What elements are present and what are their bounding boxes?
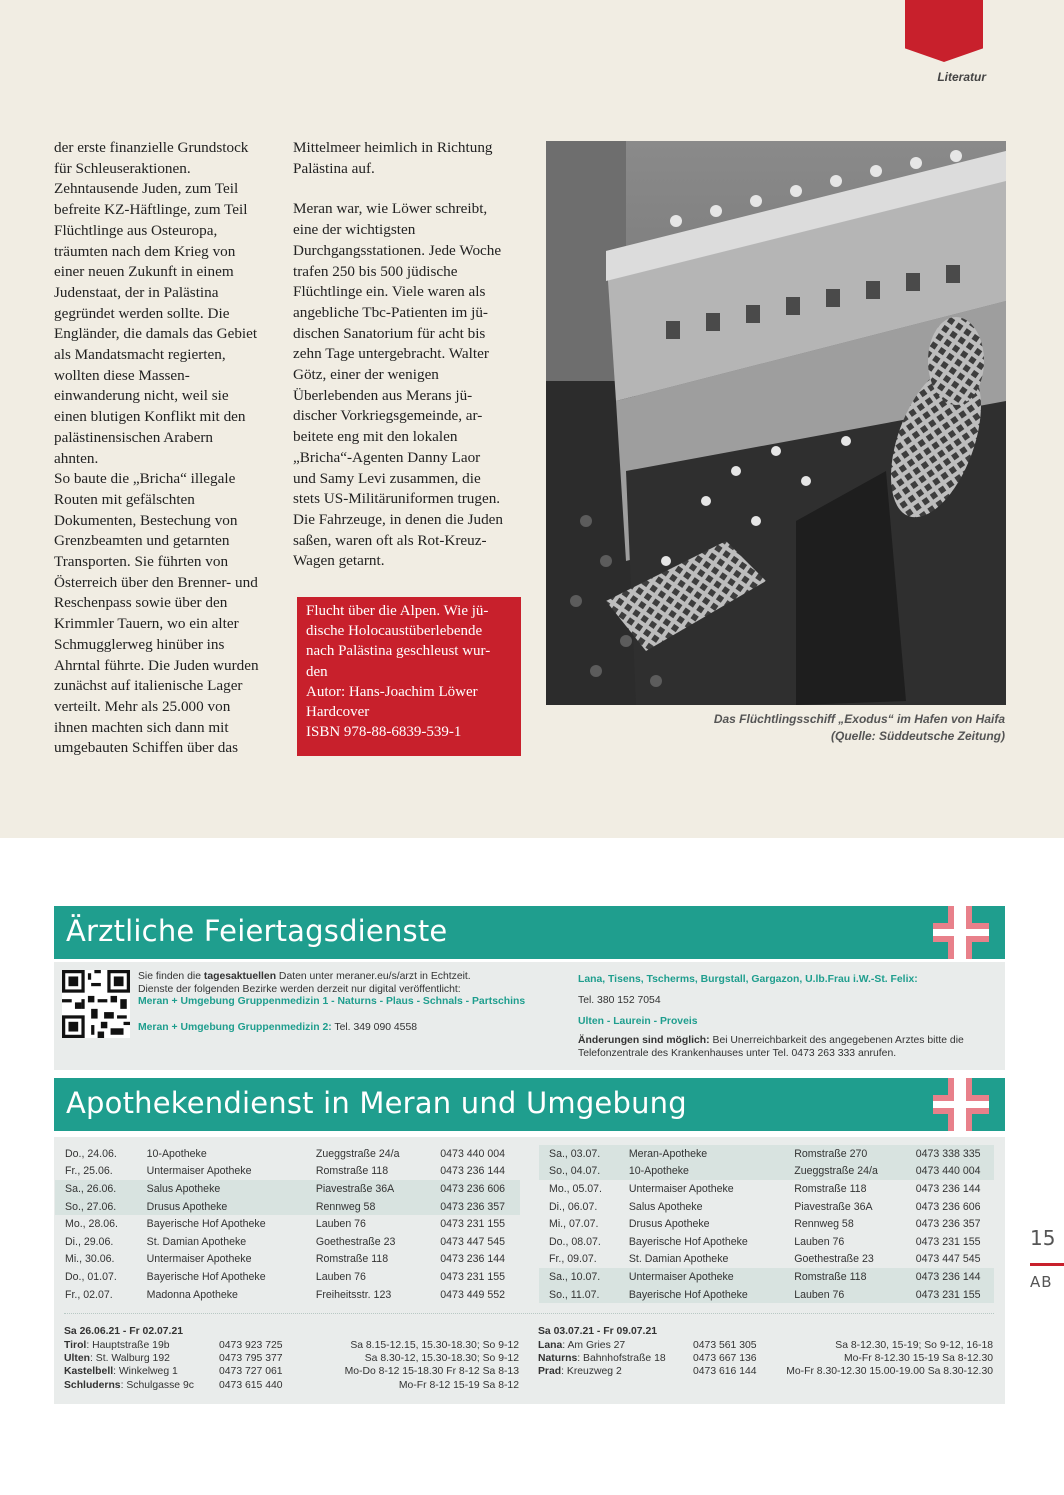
digital-districts-link[interactable]: Meran + Umgebung Gruppenmedizin 1 - Naturns - Plaus - Schnals - Partschins bbox=[138, 996, 526, 1007]
pharmacy-date: Di., 06.07. bbox=[549, 1200, 598, 1213]
article-column-1 bbox=[54, 138, 282, 759]
weekly-tel: 0473 616 144 bbox=[693, 1366, 757, 1378]
text-line: Krimmler Tauern, wo ein alter bbox=[54, 615, 239, 633]
text-line: Meran war, wie Löwer schreibt, bbox=[293, 200, 488, 218]
group2-line: Meran + Umgebung Gruppenmedizin 2: Tel. 349 090 4558 bbox=[138, 1022, 418, 1033]
doctors-title: Ärztliche Feiertagsdienste bbox=[66, 914, 448, 948]
text-line: Autor: Hans-Joachim Löwer bbox=[306, 683, 478, 700]
text-line: Mittelmeer heimlich in Richtung bbox=[293, 139, 493, 156]
pharmacy-row bbox=[539, 1215, 994, 1233]
pharmacy-addr: Piavestraße 36A bbox=[794, 1200, 873, 1213]
text-line: Götz, einer der wenigen bbox=[293, 366, 439, 384]
publication-mark: AB bbox=[1030, 1273, 1053, 1291]
pharmacy-tel: 0473 338 335 bbox=[906, 1145, 994, 1163]
pharmacy-name: Untermaiser Apotheke bbox=[146, 1253, 252, 1266]
text-line: Schmugglerweg hinüber ins bbox=[54, 635, 225, 653]
pharmacy-addr: Romstraße 118 bbox=[315, 1253, 389, 1266]
pharmacy-tel: 0473 440 004 bbox=[440, 1147, 506, 1160]
text-line: Judenstaat, der in Palästina bbox=[54, 283, 219, 301]
weekly-location: Naturns: Bahnhofstraße 18 bbox=[538, 1352, 666, 1364]
doctors-panel bbox=[54, 962, 1005, 1070]
pharmacy-addr: Rennweg 58 bbox=[306, 1198, 430, 1216]
doctors-header bbox=[54, 906, 1005, 959]
page-number-rule bbox=[1030, 1263, 1064, 1266]
qr-code-icon[interactable] bbox=[62, 970, 130, 1038]
weekly-tel: 0473 795 377 bbox=[219, 1352, 283, 1364]
text-line: saßen, waren oft als Rot-Kreuz- bbox=[293, 531, 487, 549]
pharmacy-row bbox=[539, 1251, 994, 1269]
text-line: einwanderung nicht, weil sie bbox=[54, 387, 229, 405]
pharmacy-addr: Lauben 76 bbox=[315, 1218, 366, 1231]
weekly-hours: Mo-Fr 8-12.30 15-19 Sa 8-12.30 bbox=[843, 1352, 993, 1364]
text-line: und Samy Levi zusammen, die bbox=[293, 469, 481, 487]
pharmacy-tel: 0473 231 155 bbox=[440, 1270, 506, 1283]
pharmacy-addr: Lauben 76 bbox=[315, 1270, 366, 1283]
pharmacy-row bbox=[55, 1233, 520, 1251]
pharmacy-row bbox=[55, 1145, 520, 1163]
weekly-row bbox=[64, 1338, 519, 1351]
pharmacy-tel: 0473 440 004 bbox=[906, 1163, 994, 1181]
text-line: Grenzbeamten und getarnten bbox=[54, 532, 230, 550]
text-line: Hardcover bbox=[306, 704, 370, 721]
text-line: „Bricha“-Agenten Danny Laor bbox=[293, 448, 481, 466]
text-line: Flüchtlinge ein. Viele waren als bbox=[293, 283, 486, 301]
text-line: Wagen getarnt. bbox=[293, 552, 385, 570]
pharmacy-row bbox=[539, 1286, 994, 1304]
article-column-2 bbox=[293, 138, 523, 572]
text-line: dische Holocaustüberlebende bbox=[306, 623, 483, 640]
divider bbox=[64, 1313, 994, 1314]
pharmacy-tel: 0473 447 545 bbox=[440, 1235, 506, 1248]
book-info-box bbox=[297, 597, 521, 756]
text-line: Dokumenten, Bestechung von bbox=[54, 511, 238, 529]
pharmacy-name: Untermaiser Apotheke bbox=[619, 1268, 784, 1286]
pharmacy-weekly-right bbox=[538, 1325, 993, 1379]
weekly-tel: 0473 561 305 bbox=[693, 1339, 757, 1351]
weekly-location: Kastelbell: Winkelweg 1 bbox=[64, 1366, 178, 1378]
pharmacy-tel: 0473 236 606 bbox=[915, 1200, 981, 1213]
text-line: Flucht über die Alpen. Wie jü- bbox=[306, 603, 489, 619]
pharmacy-name: Drusus Apotheke bbox=[137, 1198, 306, 1216]
text-line: den bbox=[306, 663, 328, 680]
pharmacy-date: Do., 24.06. bbox=[65, 1147, 117, 1160]
text-line: ahnten. bbox=[54, 449, 99, 467]
text-line: verteilt. Mehr als 25.000 von bbox=[54, 697, 231, 715]
pharmacy-date: Sa., 10.07. bbox=[539, 1268, 619, 1286]
pharmacy-date: Mo., 28.06. bbox=[65, 1218, 118, 1231]
pharmacy-name: Bayerische Hof Apotheke bbox=[146, 1270, 266, 1283]
pharmacy-table-left bbox=[55, 1145, 520, 1303]
pharmacy-date: Do., 08.07. bbox=[549, 1235, 601, 1248]
weekly-row bbox=[64, 1352, 519, 1365]
pharmacy-row bbox=[55, 1268, 520, 1286]
text-line: nach Palästina geschleust wur- bbox=[306, 643, 491, 660]
text-line: Routen mit gefälschten bbox=[54, 490, 195, 508]
text-line: Ahrntal führte. Die Juden wurden bbox=[54, 656, 259, 674]
pharmacy-addr: Rennweg 58 bbox=[794, 1218, 854, 1231]
change-note: Änderungen sind möglich: Bei Unerreichbarkeit des angegebenen Arztes bitte die Telefonzentrale des Krankenhauses unter Tel. 0473 263 333 anrufen. bbox=[578, 1035, 964, 1059]
weekly-row bbox=[64, 1365, 519, 1378]
weekly-row bbox=[538, 1352, 993, 1365]
pharmacy-tel: 0473 447 545 bbox=[915, 1253, 981, 1266]
pharmacy-row bbox=[539, 1163, 994, 1181]
pharmacy-row bbox=[55, 1198, 520, 1216]
pharmacy-date: Sa., 26.06. bbox=[55, 1180, 137, 1198]
lana-district: Lana, Tisens, Tscherms, Burgstall, Gargazon, U.lb.Frau i.W.-St. Felix: bbox=[578, 974, 918, 985]
text-line: Palästina auf. bbox=[293, 159, 375, 177]
pharmacy-name: Drusus Apotheke bbox=[628, 1218, 710, 1231]
weekly-hours: Mo-Fr 8-12 15-19 Sa 8-12 bbox=[398, 1379, 519, 1391]
pharmacy-header bbox=[54, 1078, 1005, 1131]
weekly-hours: Sa 8.15-12.15, 15.30-18.30; So 9-12 bbox=[350, 1339, 519, 1351]
pharmacy-date: Fr., 09.07. bbox=[549, 1253, 597, 1266]
weekly-tel: 0473 923 725 bbox=[219, 1339, 283, 1351]
pharmacy-date: So., 27.06. bbox=[55, 1198, 137, 1216]
pharmacy-row bbox=[55, 1180, 520, 1198]
pharmacy-addr: Zueggstraße 24/a bbox=[784, 1163, 905, 1181]
pharmacy-row bbox=[55, 1286, 520, 1304]
photo-caption bbox=[565, 711, 1005, 745]
text-line: zehn Tage untergebracht. Walter bbox=[293, 345, 489, 363]
text-line: umgebauten Schiffen über das bbox=[54, 739, 239, 757]
pharmacy-tel: 0473 231 155 bbox=[906, 1286, 994, 1304]
weekly-row bbox=[64, 1379, 519, 1392]
weekly-hours: Mo-Fr 8.30-12.30 15.00-19.00 Sa 8.30-12.30 bbox=[786, 1366, 993, 1378]
pharmacy-name: Untermaiser Apotheke bbox=[628, 1182, 734, 1195]
pharmacy-table-right bbox=[539, 1145, 994, 1303]
weekly-tel: 0473 667 136 bbox=[693, 1352, 757, 1364]
pharmacy-addr: Romstraße 118 bbox=[784, 1268, 905, 1286]
section-label: Literatur bbox=[937, 70, 986, 84]
pharmacy-tel: 0473 231 155 bbox=[440, 1218, 506, 1231]
pharmacy-name: St. Damian Apotheke bbox=[146, 1235, 247, 1248]
pharmacy-row bbox=[55, 1163, 520, 1181]
pharmacy-weekly-left bbox=[64, 1325, 519, 1392]
exodus-ship-photo bbox=[546, 141, 1006, 705]
weekly-location: Ulten: St. Walburg 192 bbox=[64, 1352, 170, 1364]
pharmacy-date: So., 11.07. bbox=[539, 1286, 619, 1304]
pharmacy-date: Do., 01.07. bbox=[65, 1270, 117, 1283]
pharmacy-addr: Freiheitsstr. 123 bbox=[315, 1288, 392, 1301]
text-line: träumten nach dem Krieg von bbox=[54, 242, 236, 260]
pharmacy-row bbox=[55, 1215, 520, 1233]
text-line: beitete eng mit den lokalen bbox=[293, 428, 458, 446]
weekly-hours: Sa 8.30-12, 15.30-18.30; So 9-12 bbox=[364, 1352, 519, 1364]
pharmacy-row bbox=[539, 1233, 994, 1251]
weekly-row bbox=[538, 1365, 993, 1378]
text-line: Österreich über den Brenner- und bbox=[54, 573, 258, 591]
text-line: Engländer, die damals das Gebiet bbox=[54, 325, 258, 343]
pharmacy-addr: Goethestraße 23 bbox=[315, 1235, 396, 1248]
weekly-location: Tirol: Hauptstraße 19b bbox=[64, 1339, 170, 1351]
pharmacy-date: Fr., 02.07. bbox=[65, 1288, 113, 1301]
pharmacy-addr: Goethestraße 23 bbox=[794, 1253, 874, 1266]
pharmacy-tel: 0473 236 357 bbox=[915, 1218, 981, 1231]
pharmacy-tel: 0473 236 357 bbox=[430, 1198, 520, 1216]
pharmacy-name: Bayerische Hof Apotheke bbox=[146, 1218, 266, 1231]
text-line: Flüchtlinge aus Osteuropa, bbox=[54, 221, 218, 239]
pharmacy-name: 10-Apotheke bbox=[619, 1163, 784, 1181]
pharmacy-row bbox=[55, 1251, 520, 1269]
weekly-heading: Sa 26.06.21 - Fr 02.07.21 bbox=[64, 1326, 184, 1338]
text-line: wollten diese Massen- bbox=[54, 366, 190, 384]
pharmacy-date: Fr., 25.06. bbox=[65, 1165, 113, 1178]
weekly-hours: Mo-Do 8-12 15-18.30 Fr 8-12 Sa 8-13 bbox=[344, 1366, 519, 1378]
pharmacy-date: Mi., 07.07. bbox=[549, 1218, 599, 1231]
pharmacy-date: Mo., 05.07. bbox=[549, 1182, 602, 1195]
pharmacy-name: Madonna Apotheke bbox=[146, 1288, 238, 1301]
text-line: stets US-Militäruniformen trugen. bbox=[293, 490, 501, 508]
weekly-hours: Sa 8-12.30, 15-19; So 9-12, 16-18 bbox=[835, 1339, 993, 1351]
pharmacy-addr: Piavestraße 36A bbox=[306, 1180, 430, 1198]
weekly-tel: 0473 615 440 bbox=[219, 1379, 283, 1391]
pharmacy-row bbox=[539, 1180, 994, 1198]
weekly-row bbox=[538, 1338, 993, 1351]
pharmacy-addr: Romstraße 118 bbox=[315, 1165, 389, 1178]
pharmacy-date: Sa., 03.07. bbox=[539, 1145, 619, 1163]
pharmacy-addr: Romstraße 118 bbox=[794, 1182, 867, 1195]
pharmacy-tel: 0473 236 144 bbox=[915, 1182, 981, 1195]
text-line: Reschenpass sowie über den bbox=[54, 594, 228, 612]
pharmacy-name: Bayerische Hof Apotheke bbox=[619, 1286, 784, 1304]
pharmacy-name: St. Damian Apotheke bbox=[628, 1253, 729, 1266]
pharmacy-addr: Lauben 76 bbox=[784, 1286, 905, 1304]
pharmacy-row bbox=[539, 1198, 994, 1216]
pharmacy-addr: Lauben 76 bbox=[794, 1235, 845, 1248]
page-number: 15 bbox=[1030, 1226, 1056, 1250]
text-line: Durchgangsstationen. Jede Woche bbox=[293, 241, 502, 259]
pharmacy-name: Salus Apotheke bbox=[137, 1180, 306, 1198]
pharmacy-name: Untermaiser Apotheke bbox=[146, 1165, 252, 1178]
doctors-intro: Sie finden die tagesaktuellen Daten unter meraner.eu/s/arzt in Echtzeit. Dienste der folgenden Bezirke werden derzeit nur digital veröffentlicht: Meran + Umgebung Gruppenmedizin 1 - Naturns - Plaus - Schnals - Partschins bbox=[138, 971, 526, 1007]
text-line: So baute die „Bricha“ illegale bbox=[54, 470, 236, 488]
text-line: Zehntausende Juden, zum Teil bbox=[54, 180, 239, 198]
pharmacy-tel: 0473 236 144 bbox=[906, 1268, 994, 1286]
text-line: zunächst auf italienische Lager bbox=[54, 677, 243, 695]
text-line: Die Fahrzeuge, in denen die Juden bbox=[293, 510, 504, 528]
text-line: gegründet werden sollte. Die bbox=[54, 304, 230, 322]
ulten-district: Ulten - Laurein - Proveis bbox=[578, 1016, 698, 1027]
text-line: als Mandatsmacht regierten, bbox=[54, 346, 226, 364]
weekly-tel: 0473 727 061 bbox=[219, 1366, 283, 1378]
text-line: einer neuen Zukunft in einem bbox=[54, 263, 234, 281]
pharmacy-row bbox=[539, 1145, 994, 1163]
text-line: einen blutigen Konflikt mit den bbox=[54, 408, 246, 426]
text-line: Überlebenden aus Merans jü- bbox=[293, 386, 473, 404]
pharmacy-tel: 0473 236 144 bbox=[440, 1165, 506, 1178]
lana-tel: Tel. 380 152 7054 bbox=[578, 995, 661, 1006]
pharmacy-title: Apothekendienst in Meran und Umgebung bbox=[66, 1086, 687, 1120]
text-line: der erste finanzielle Grundstock bbox=[54, 139, 249, 156]
weekly-location: Schluderns: Schulgasse 9c bbox=[64, 1379, 194, 1391]
text-line: ihnen machten sich dann mit bbox=[54, 718, 229, 736]
pharmacy-name: Bayerische Hof Apotheke bbox=[628, 1235, 748, 1248]
text-line: angebliche Tbc-Patienten im jü- bbox=[293, 303, 488, 321]
text-line: eine der wichtigsten bbox=[293, 221, 416, 239]
pharmacy-date: So., 04.07. bbox=[539, 1163, 619, 1181]
pharmacy-addr: Zueggstraße 24/a bbox=[315, 1147, 400, 1160]
red-cross-icon bbox=[933, 1078, 989, 1131]
pharmacy-addr: Romstraße 270 bbox=[784, 1145, 905, 1163]
caption-line: Das Flüchtlingsschiff „Exodus“ im Hafen von Haifa bbox=[713, 712, 1005, 726]
pharmacy-row bbox=[539, 1268, 994, 1286]
pharmacy-date: Di., 29.06. bbox=[65, 1235, 114, 1248]
pharmacy-name: 10-Apotheke bbox=[146, 1147, 207, 1160]
pharmacy-name: Salus Apotheke bbox=[628, 1200, 703, 1213]
text-line: palästinensischen Arabern bbox=[54, 428, 213, 446]
pharmacy-tel: 0473 236 606 bbox=[430, 1180, 520, 1198]
red-cross-icon bbox=[933, 906, 989, 959]
pharmacy-name: Meran-Apotheke bbox=[619, 1145, 784, 1163]
text-line: befreite KZ-Häftlinge, zum Teil bbox=[54, 201, 248, 219]
weekly-location: Prad: Kreuzweg 2 bbox=[538, 1366, 622, 1378]
weekly-heading: Sa 03.07.21 - Fr 09.07.21 bbox=[538, 1326, 658, 1338]
pharmacy-tel: 0473 449 552 bbox=[440, 1288, 506, 1301]
caption-source: (Quelle: Süddeutsche Zeitung) bbox=[830, 729, 1005, 743]
text-line: Transporten. Sie führten von bbox=[54, 553, 229, 571]
weekly-location: Lana: Am Gries 27 bbox=[538, 1339, 626, 1351]
text-line: für Schleuseraktionen. bbox=[54, 159, 191, 177]
text-line: dischen Sanatorium für acht bis bbox=[293, 324, 486, 342]
text-line: ISBN 978-88-6839-539-1 bbox=[306, 724, 462, 741]
text-line: discher Vorkriegsgemeinde, ar- bbox=[293, 407, 483, 425]
pharmacy-tel: 0473 231 155 bbox=[915, 1235, 981, 1248]
pharmacy-date: Mi., 30.06. bbox=[65, 1253, 115, 1266]
text-line: trafen 250 bis 500 jüdische bbox=[293, 262, 458, 280]
pharmacy-tel: 0473 236 144 bbox=[440, 1253, 506, 1266]
